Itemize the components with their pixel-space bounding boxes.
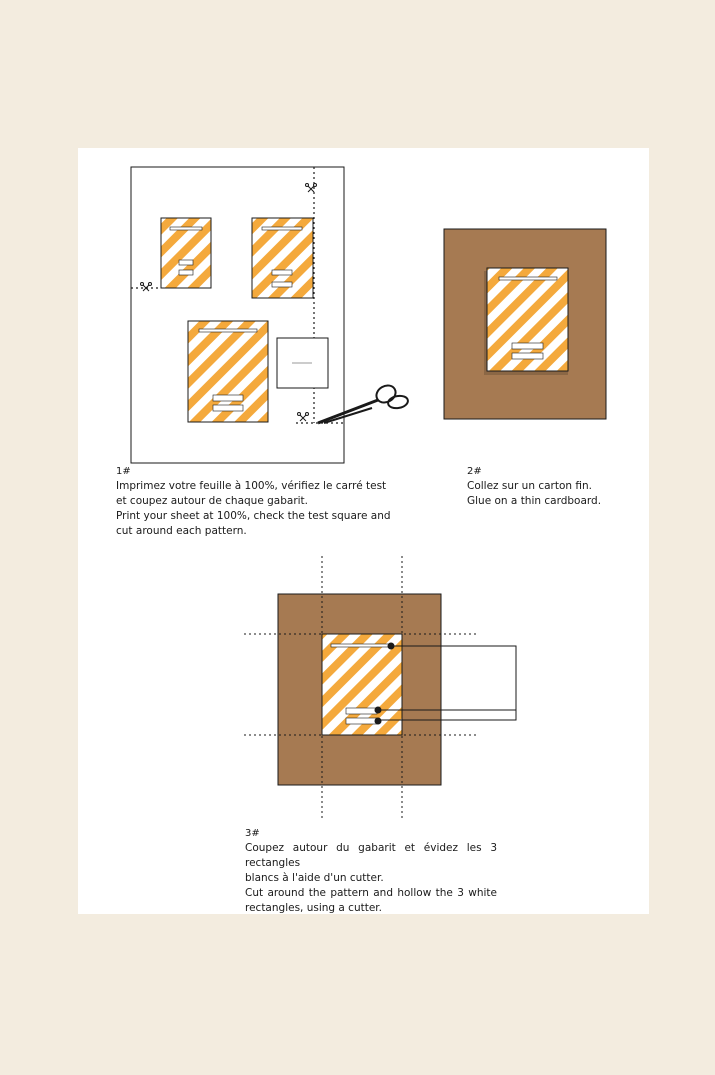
step2-fr-line1: Collez sur un carton fin. <box>467 480 592 492</box>
step1-test-square <box>277 338 328 388</box>
step3-caption <box>245 826 497 916</box>
step1-caption <box>116 464 391 539</box>
step1-fr-line2: et coupez autour de chaque gabarit. <box>116 495 309 507</box>
step3-number: 3# <box>245 828 260 839</box>
step2-en-line1: Glue on a thin cardboard. <box>467 495 602 507</box>
step3-fr-line1: Coupez autour du gabarit et évidez les 3 rectangles <box>245 842 497 869</box>
step1-en-line2: cut around each pattern. <box>116 525 247 537</box>
step1-en-line1: Print your sheet at 100%, check the test square and <box>116 510 391 522</box>
step3-en-line1: Cut around the pattern and hollow the 3 white <box>245 887 497 899</box>
step2-caption <box>467 464 637 509</box>
step2-cardboard <box>444 229 606 419</box>
step3-fr-line2: blancs à l'aide d'un cutter. <box>245 872 384 884</box>
step1-pattern-large <box>188 321 268 422</box>
step1-fr-line1: Imprimez votre feuille à 100%, vérifiez le carré test <box>116 480 387 492</box>
step1-pattern-medium-right <box>252 218 313 298</box>
step3-en-line2: rectangles, using a cutter. <box>245 902 382 914</box>
step1-number: 1# <box>116 466 131 477</box>
step1-pattern-small-left <box>161 218 211 288</box>
step3-cardboard <box>278 594 441 785</box>
step2-number: 2# <box>467 466 482 477</box>
